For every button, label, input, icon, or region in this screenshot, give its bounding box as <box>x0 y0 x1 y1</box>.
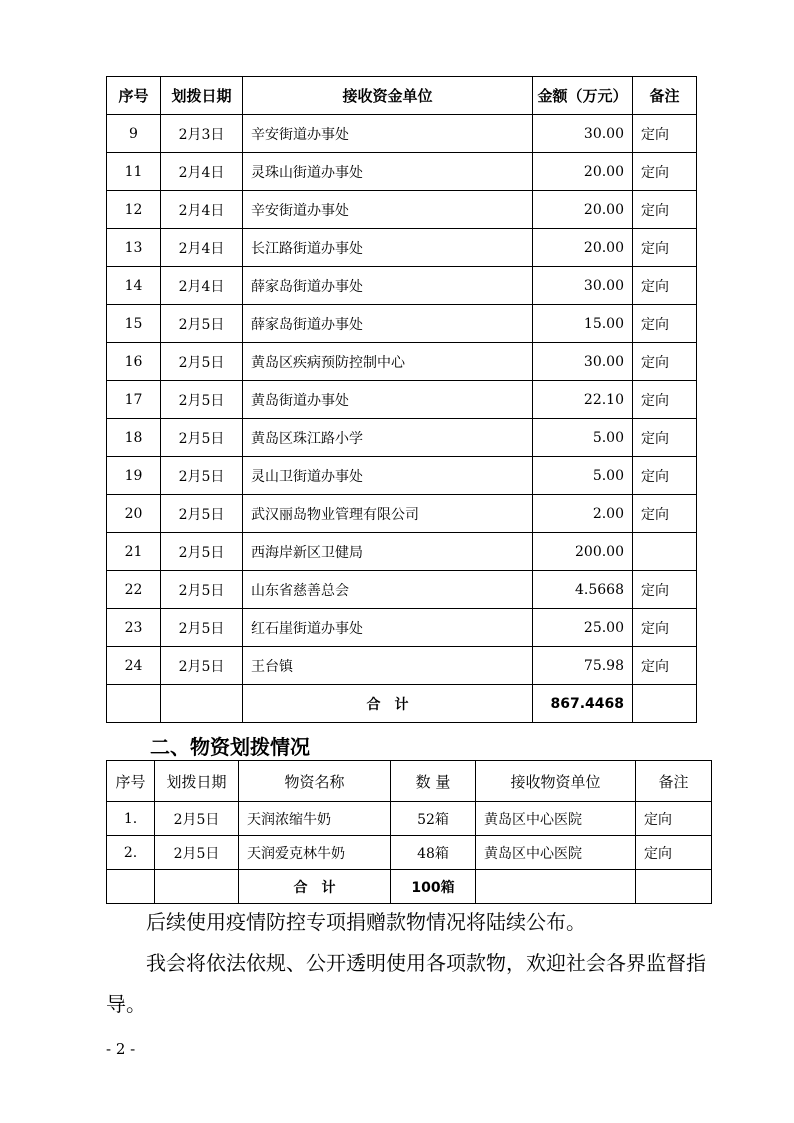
table-row <box>107 229 697 267</box>
header-recipient: 接收物资单位 <box>476 761 636 802</box>
row-recipient: 辛安街道办事处 <box>243 191 533 229</box>
row-note: 定向 <box>633 191 697 229</box>
row-recipient: 黄岛区中心医院 <box>476 802 636 836</box>
row-recipient: 黄岛区珠江路小学 <box>243 419 533 457</box>
total-quantity: 100箱 <box>391 870 476 904</box>
row-note: 定向 <box>633 647 697 685</box>
row-index: 24 <box>107 647 161 685</box>
row-amount: 25.00 <box>533 609 633 647</box>
row-amount: 2.00 <box>533 495 633 533</box>
row-index: 2. <box>107 836 155 870</box>
statement-paragraph: 我会将依法依规、公开透明使用各项款物，欢迎社会各界监督指导。 <box>106 951 706 1016</box>
row-recipient: 薛家岛街道办事处 <box>243 267 533 305</box>
follow-up-paragraph: 后续使用疫情防控专项捐赠款物情况将陆续公布。 <box>146 910 586 934</box>
header-item-name: 物资名称 <box>239 761 391 802</box>
row-amount: 75.98 <box>533 647 633 685</box>
row-recipient: 武汉丽岛物业管理有限公司 <box>243 495 533 533</box>
row-item-name: 天润爱克林牛奶 <box>239 836 391 870</box>
row-recipient: 山东省慈善总会 <box>243 571 533 609</box>
row-index: 11 <box>107 153 161 191</box>
row-recipient: 薛家岛街道办事处 <box>243 305 533 343</box>
row-recipient: 西海岸新区卫健局 <box>243 533 533 571</box>
row-date: 2月5日 <box>161 457 243 495</box>
row-index: 23 <box>107 609 161 647</box>
row-date: 2月4日 <box>161 267 243 305</box>
row-index: 19 <box>107 457 161 495</box>
table-row <box>107 609 697 647</box>
row-note: 定向 <box>633 267 697 305</box>
row-date: 2月5日 <box>161 343 243 381</box>
row-index: 20 <box>107 495 161 533</box>
row-note: 定向 <box>633 609 697 647</box>
row-recipient: 黄岛区中心医院 <box>476 836 636 870</box>
header-recipient: 接收资金单位 <box>243 77 533 115</box>
header-note: 备注 <box>636 761 712 802</box>
table-row <box>107 836 712 870</box>
page-number: - 2 - <box>106 1040 136 1058</box>
row-date: 2月4日 <box>161 229 243 267</box>
row-amount: 30.00 <box>533 343 633 381</box>
row-quantity: 52箱 <box>391 802 476 836</box>
row-date: 2月5日 <box>161 419 243 457</box>
row-amount: 30.00 <box>533 267 633 305</box>
materials-allocation-table <box>106 760 712 904</box>
header-date: 划拨日期 <box>161 77 243 115</box>
header-quantity: 数 量 <box>391 761 476 802</box>
row-date: 2月5日 <box>155 836 239 870</box>
row-item-name: 天润浓缩牛奶 <box>239 802 391 836</box>
table-row <box>107 802 712 836</box>
row-note: 定向 <box>633 229 697 267</box>
row-amount: 20.00 <box>533 191 633 229</box>
row-index: 17 <box>107 381 161 419</box>
table-row <box>107 495 697 533</box>
table-row <box>107 381 697 419</box>
row-quantity: 48箱 <box>391 836 476 870</box>
row-index: 13 <box>107 229 161 267</box>
row-index: 15 <box>107 305 161 343</box>
table-header-row <box>107 77 697 115</box>
table-row <box>107 267 697 305</box>
row-index: 12 <box>107 191 161 229</box>
table-header-row <box>107 761 712 802</box>
row-note: 定向 <box>633 495 697 533</box>
table-row <box>107 191 697 229</box>
row-recipient: 灵珠山街道办事处 <box>243 153 533 191</box>
row-amount: 5.00 <box>533 457 633 495</box>
row-index: 16 <box>107 343 161 381</box>
row-date: 2月5日 <box>161 381 243 419</box>
row-amount: 5.00 <box>533 419 633 457</box>
row-note: 定向 <box>636 836 712 870</box>
row-note: 定向 <box>633 115 697 153</box>
table-row <box>107 571 697 609</box>
table-row <box>107 153 697 191</box>
row-note: 定向 <box>633 381 697 419</box>
row-note: 定向 <box>636 802 712 836</box>
row-note: 定向 <box>633 305 697 343</box>
row-index: 1. <box>107 802 155 836</box>
row-recipient: 红石崖街道办事处 <box>243 609 533 647</box>
row-amount: 15.00 <box>533 305 633 343</box>
row-date: 2月5日 <box>161 609 243 647</box>
header-note: 备注 <box>633 77 697 115</box>
row-date: 2月5日 <box>155 802 239 836</box>
total-amount: 867.4468 <box>533 685 633 723</box>
row-note: 定向 <box>633 457 697 495</box>
row-note: 定向 <box>633 343 697 381</box>
table-row <box>107 115 697 153</box>
row-index: 21 <box>107 533 161 571</box>
total-label: 合 计 <box>243 685 533 723</box>
row-index: 18 <box>107 419 161 457</box>
row-index: 14 <box>107 267 161 305</box>
row-amount: 20.00 <box>533 229 633 267</box>
row-recipient: 黄岛街道办事处 <box>243 381 533 419</box>
table-total-row <box>107 685 697 723</box>
header-index: 序号 <box>107 77 161 115</box>
table-row <box>107 647 697 685</box>
header-index: 序号 <box>107 761 155 802</box>
row-date: 2月5日 <box>161 571 243 609</box>
row-note: 定向 <box>633 153 697 191</box>
row-recipient: 辛安街道办事处 <box>243 115 533 153</box>
row-amount: 22.10 <box>533 381 633 419</box>
table-total-row <box>107 870 712 904</box>
funds-allocation-table <box>106 76 697 723</box>
row-recipient: 长江路街道办事处 <box>243 229 533 267</box>
row-note: 定向 <box>633 419 697 457</box>
row-amount: 20.00 <box>533 153 633 191</box>
row-date: 2月5日 <box>161 647 243 685</box>
header-amount: 金额（万元） <box>533 77 633 115</box>
row-recipient: 灵山卫街道办事处 <box>243 457 533 495</box>
table-row <box>107 457 697 495</box>
row-date: 2月4日 <box>161 153 243 191</box>
row-recipient: 王台镇 <box>243 647 533 685</box>
table-row <box>107 343 697 381</box>
table-row <box>107 305 697 343</box>
header-date: 划拨日期 <box>155 761 239 802</box>
row-note <box>633 533 697 571</box>
row-amount: 30.00 <box>533 115 633 153</box>
table-row <box>107 419 697 457</box>
row-date: 2月4日 <box>161 191 243 229</box>
row-recipient: 黄岛区疾病预防控制中心 <box>243 343 533 381</box>
row-note: 定向 <box>633 571 697 609</box>
row-date: 2月3日 <box>161 115 243 153</box>
row-index: 22 <box>107 571 161 609</box>
total-label: 合 计 <box>239 870 391 904</box>
row-amount: 4.5668 <box>533 571 633 609</box>
table-row <box>107 533 697 571</box>
section-heading: 二、物资划拨情况 <box>150 735 310 759</box>
row-date: 2月5日 <box>161 533 243 571</box>
row-amount: 200.00 <box>533 533 633 571</box>
row-date: 2月5日 <box>161 305 243 343</box>
row-date: 2月5日 <box>161 495 243 533</box>
row-index: 9 <box>107 115 161 153</box>
